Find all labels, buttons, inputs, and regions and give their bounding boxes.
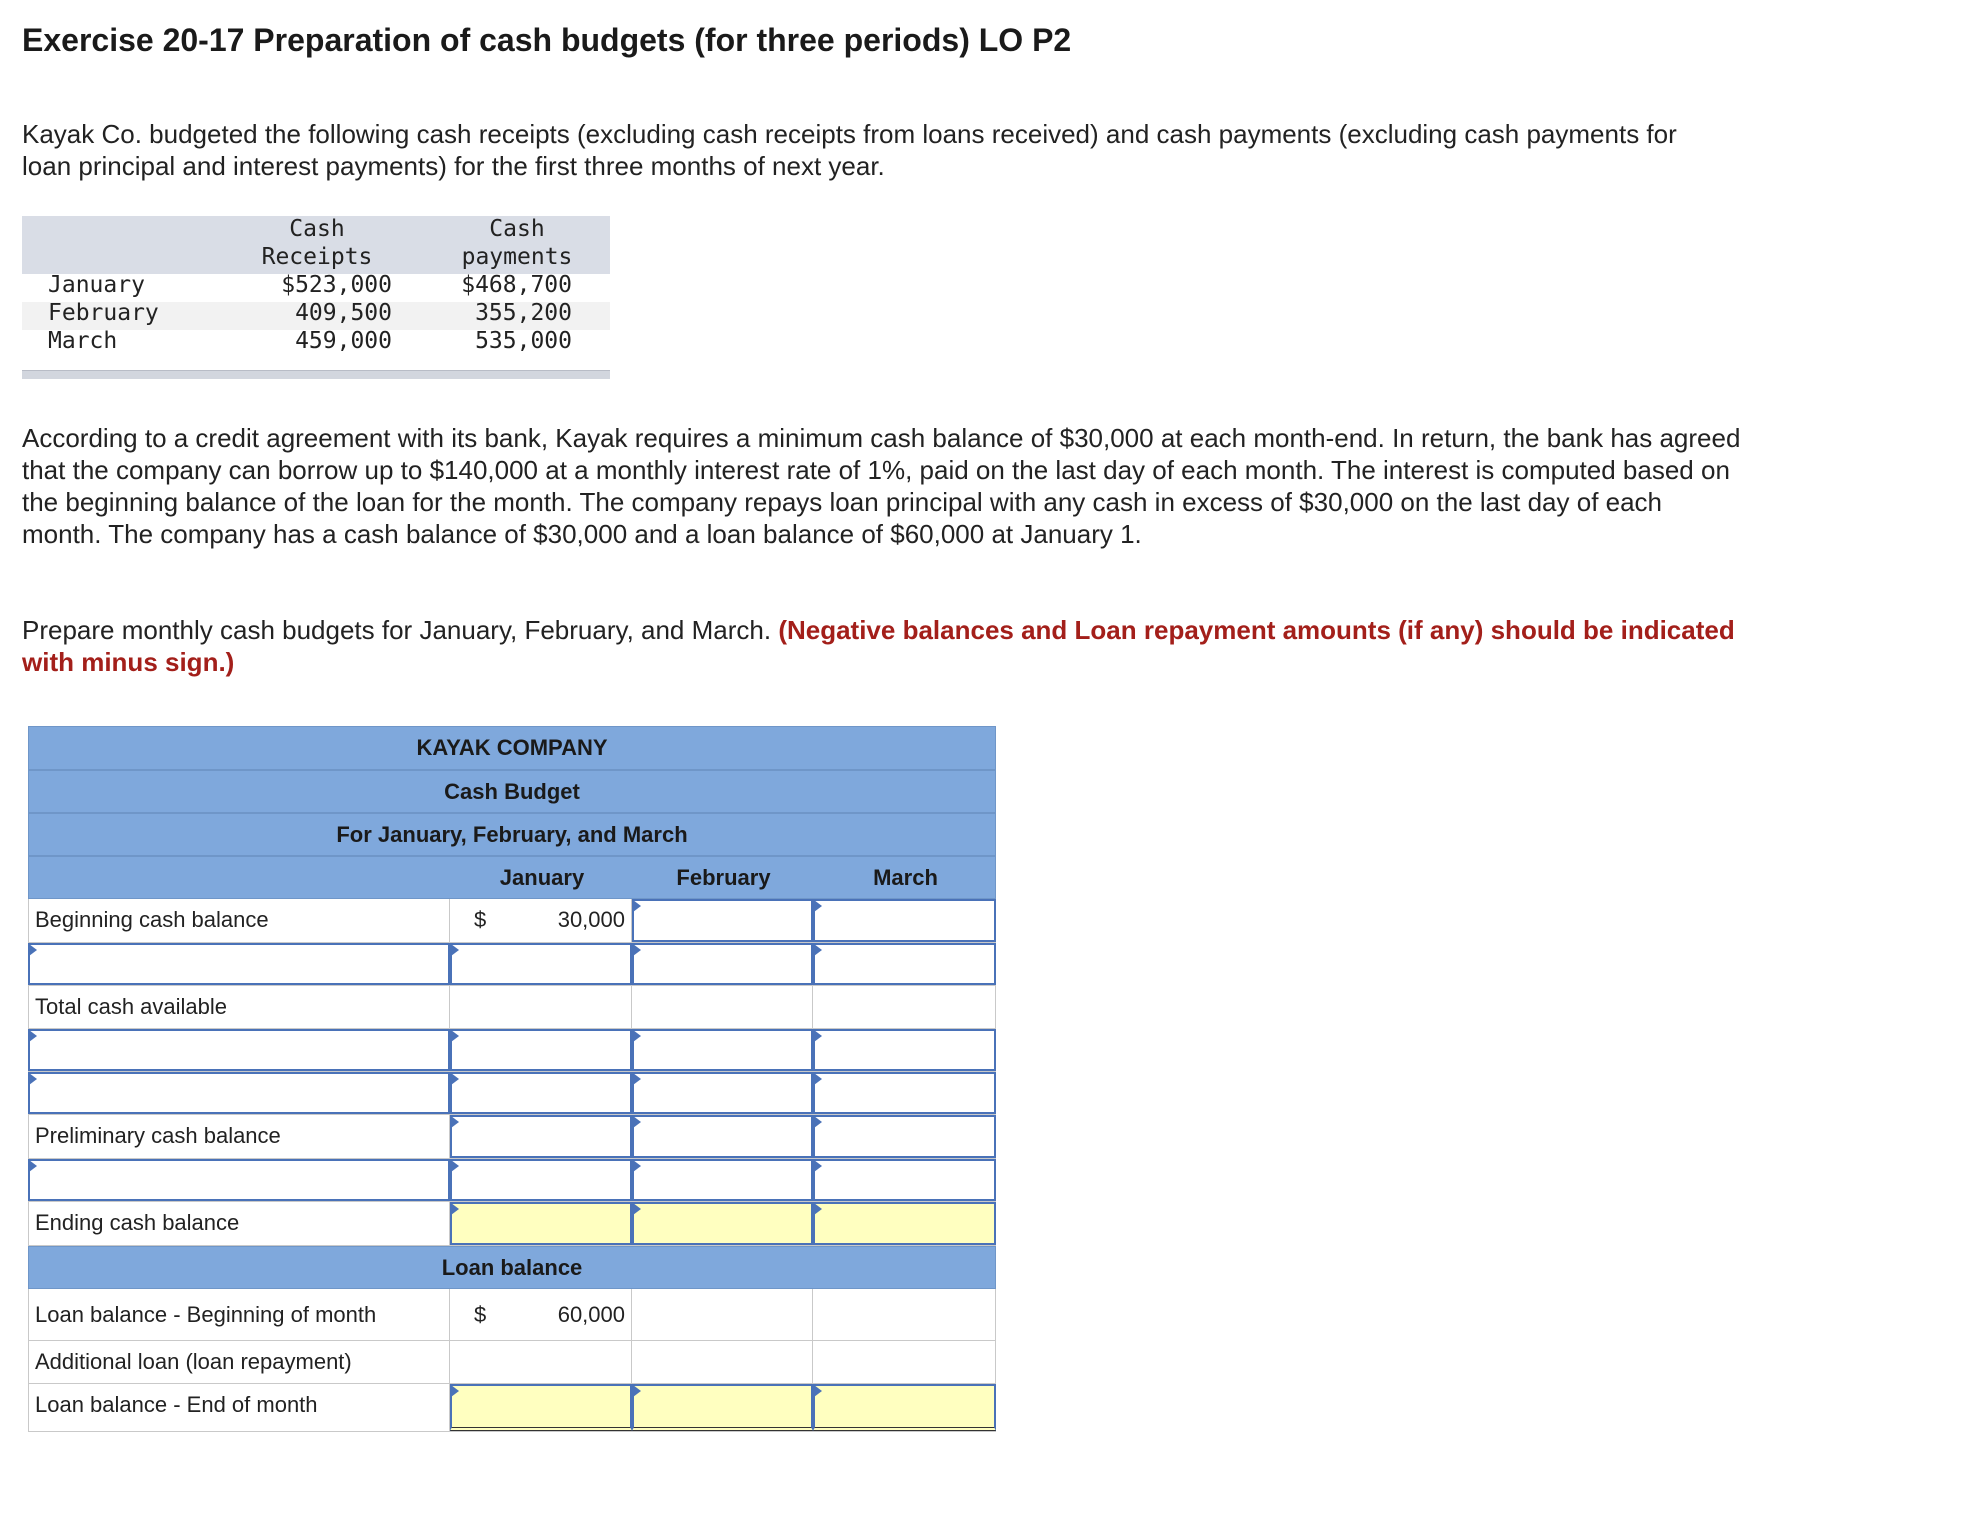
- currency-symbol: $: [474, 907, 487, 932]
- given-month: February: [48, 300, 159, 326]
- given-table-footer: [22, 370, 610, 379]
- ending-cash-february-input[interactable]: [632, 1202, 813, 1245]
- beginning-cash-february-input[interactable]: [632, 899, 813, 942]
- row-ending-cash: [28, 1202, 996, 1246]
- february-input[interactable]: [632, 1159, 813, 1201]
- preliminary-cash-march-input[interactable]: [813, 1115, 996, 1158]
- budget-title: Cash Budget: [28, 770, 996, 813]
- row-label-input[interactable]: [28, 943, 450, 985]
- beginning-cash-march-input[interactable]: [813, 899, 996, 942]
- receipts-header: Receipts: [261, 244, 373, 270]
- january-input[interactable]: [450, 1159, 632, 1201]
- row-preliminary-cash: [28, 1115, 996, 1159]
- col-header-march: March: [873, 865, 938, 890]
- budget-column-headers: [28, 856, 996, 899]
- given-receipts: $523,000: [281, 272, 392, 298]
- col-header-january: January: [499, 865, 585, 890]
- row-loan-ending: [28, 1384, 996, 1432]
- budget-company: KAYAK COMPANY: [28, 726, 996, 770]
- loan-balance-header: Loan balance: [28, 1246, 996, 1289]
- beginning-cash-january: [450, 899, 632, 942]
- intro-text: Kayak Co. budgeted the following cash receipts (excluding cash receipts from loans received) and cash payments (excluding cash payments for loan principal and interest payments) for the first three months of next year.: [22, 119, 1677, 181]
- march-input[interactable]: [813, 1159, 996, 1201]
- ending-cash-march-input[interactable]: [813, 1202, 996, 1245]
- additional-loan-january: [450, 1341, 632, 1383]
- agreement-text: According to a credit agreement with its bank, Kayak requires a minimum cash balance of $30,000 at each month-end. In return, the bank has agreed that the company can borrow up to $140,000 at a monthly interest rate of 1%, paid on the last day of each month. The interest is computed based on the beginning balance of the loan for the month. The company repays loan principal with any cash in excess of $30,000 on the last day of each month. The company has a cash balance of $30,000 and a loan balance of $60,000 at January 1.: [22, 423, 1741, 549]
- total-cash-march: [813, 986, 996, 1028]
- february-input[interactable]: [632, 943, 813, 985]
- loan-beginning-january: [450, 1289, 632, 1340]
- receipts-header: Cash: [289, 216, 345, 242]
- february-input[interactable]: [632, 1029, 813, 1071]
- row-beginning-cash: [28, 899, 996, 943]
- beginning-cash-label: Beginning cash balance: [28, 899, 450, 942]
- additional-loan-february: [632, 1341, 813, 1383]
- january-input[interactable]: [450, 1072, 632, 1114]
- given-payments: 355,200: [475, 300, 572, 326]
- preliminary-cash-january-input[interactable]: [450, 1115, 632, 1158]
- february-input[interactable]: [632, 1072, 813, 1114]
- row-additional-loan: [28, 1341, 996, 1384]
- given-month: January: [48, 272, 145, 298]
- loan-beginning-label: Loan balance - Beginning of month: [28, 1289, 450, 1340]
- ending-cash-january-input[interactable]: [450, 1202, 632, 1245]
- given-receipts: 459,000: [295, 328, 392, 354]
- loan-ending-march-input[interactable]: [813, 1384, 996, 1431]
- preliminary-cash-label: Preliminary cash balance: [28, 1115, 450, 1158]
- preliminary-cash-february-input[interactable]: [632, 1115, 813, 1158]
- loan-beginning-march: [813, 1289, 996, 1340]
- instruction-main: Prepare monthly cash budgets for January, February, and March.: [22, 615, 772, 645]
- total-cash-february: [632, 986, 813, 1028]
- instruction-warning: (Negative balances and Loan repayment amounts (if any) should be indicated with minus sign.): [22, 615, 1735, 677]
- row-payment-entry: [28, 1029, 996, 1072]
- given-payments: 535,000: [475, 328, 572, 354]
- budget-period: For January, February, and March: [28, 813, 996, 856]
- march-input[interactable]: [813, 943, 996, 985]
- loan-ending-label: Loan balance - End of month: [28, 1384, 450, 1431]
- page-title: Exercise 20-17 Preparation of cash budgets (for three periods) LO P2: [22, 22, 1072, 58]
- row-label-input[interactable]: [28, 1159, 450, 1201]
- loan-beginning-january-value: 60,000: [557, 1302, 625, 1327]
- row-loan-beginning: [28, 1289, 996, 1341]
- payments-header: payments: [461, 244, 573, 270]
- loan-ending-february-input[interactable]: [632, 1384, 813, 1431]
- row-total-cash: [28, 986, 996, 1029]
- row-label-input[interactable]: [28, 1029, 450, 1071]
- row-interest-entry: [28, 1072, 996, 1115]
- given-month: March: [48, 328, 118, 354]
- january-input[interactable]: [450, 943, 632, 985]
- payments-header: Cash: [489, 216, 545, 242]
- march-input[interactable]: [813, 1029, 996, 1071]
- loan-ending-january-input[interactable]: [450, 1384, 632, 1431]
- instruction-text: [22, 614, 1742, 678]
- given-data-table: [22, 216, 610, 378]
- currency-symbol: $: [474, 1302, 487, 1327]
- loan-beginning-february: [632, 1289, 813, 1340]
- march-input[interactable]: [813, 1072, 996, 1114]
- given-payments: $468,700: [461, 272, 572, 298]
- given-receipts: 409,500: [295, 300, 392, 326]
- additional-loan-march: [813, 1341, 996, 1383]
- row-label-input[interactable]: [28, 1072, 450, 1114]
- cash-budget-table: [28, 726, 996, 1438]
- beginning-cash-january-value: 30,000: [557, 907, 625, 932]
- row-loan-activity-entry: [28, 1159, 996, 1202]
- additional-loan-label: Additional loan (loan repayment): [28, 1341, 450, 1383]
- ending-cash-label: Ending cash balance: [28, 1202, 450, 1245]
- total-cash-january: [450, 986, 632, 1028]
- january-input[interactable]: [450, 1029, 632, 1071]
- total-cash-label: Total cash available: [28, 986, 450, 1028]
- col-header-february: February: [676, 865, 771, 890]
- row-cash-receipts-entry: [28, 943, 996, 986]
